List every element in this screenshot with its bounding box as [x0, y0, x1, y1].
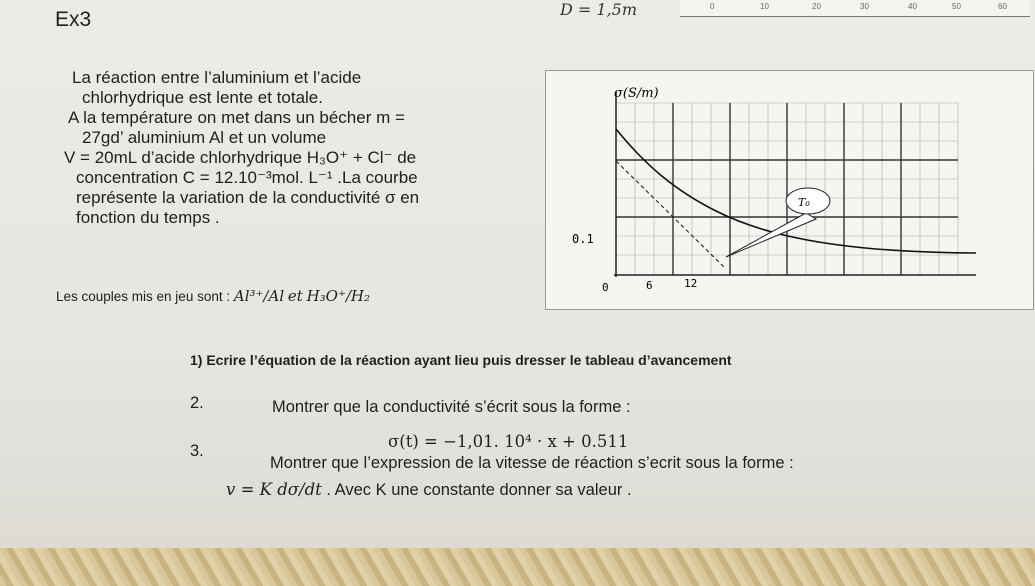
question-2-formula: σ(t) = −1,01. 10⁴ · x + 0.511 [388, 432, 629, 451]
intro-line: chlorhydrique est lente et totale. [82, 88, 323, 107]
x-tick-label: 0 [602, 281, 609, 294]
question-3-continuation [226, 480, 632, 500]
intro-line: La réaction entre l’aluminium et l’acide [72, 68, 362, 87]
ruler-tick: 10 [760, 2, 769, 11]
conductivity-graph [545, 70, 1034, 310]
ruler-tick: 20 [812, 2, 821, 11]
intro-line: 27gd’ aluminium Al et un volume [82, 128, 327, 147]
couple-aluminium: Al³⁺/Al [233, 287, 285, 305]
ruler [680, 0, 1030, 17]
y-tick-label: 0.1 [572, 232, 594, 246]
couple-hydronium: H₃O⁺/H₂ [306, 287, 371, 305]
couples-et: et [287, 287, 303, 305]
intro-line: A la température on met dans un bécher m = [68, 108, 405, 127]
ruler-tick: 50 [952, 2, 961, 11]
question-1: 1) Ecrire l’équation de la réaction ayant lieu puis dresser le tableau d’avancement [190, 352, 732, 368]
intro-line: fonction du temps . [76, 208, 220, 227]
ruler-tick: 40 [908, 2, 917, 11]
couples-line [56, 287, 370, 305]
question-3-end: . Avec K une constante donner sa valeur . [326, 481, 632, 499]
ruler-tick: 60 [998, 2, 1007, 11]
couples-label: Les couples mis en jeu sont : [56, 289, 231, 304]
x-tick-label: 12 [684, 277, 698, 290]
intro-line: représente la variation de la conductivité σ en [76, 188, 420, 207]
intro-line: V = 20mL d’acide chlorhydrique H₃O⁺ + Cl⁻ de [64, 148, 417, 167]
graph-major-grid [616, 103, 958, 275]
question-3-number: 3. [190, 442, 204, 460]
table-surface [0, 548, 1035, 586]
question-2: Montrer que la conductivité s’écrit sous la forme : [272, 398, 631, 416]
question-3: Montrer que l’expression de la vitesse de réaction s’ecrit sous la forme : [270, 454, 794, 472]
intro-line: concentration C = 12.10⁻³mol. L⁻¹ .La courbe [76, 168, 418, 187]
question-2-number: 2. [190, 394, 204, 412]
exercise-title: Ex3 [55, 8, 92, 31]
ruler-tick: 0 [710, 2, 715, 11]
tangent-line [616, 161, 726, 269]
top-formula: D = 1,5m [560, 0, 638, 19]
graph-svg [546, 71, 1033, 309]
intro-paragraph [64, 68, 420, 228]
annotation-text: T₀ [798, 196, 810, 209]
x-tick-label: 6 [646, 279, 653, 292]
annotation-pointer [726, 213, 816, 257]
question-3-formula: v = K dσ/dt [226, 480, 322, 499]
ruler-tick: 30 [860, 2, 869, 11]
y-axis-label: σ(S/m) [614, 86, 659, 101]
